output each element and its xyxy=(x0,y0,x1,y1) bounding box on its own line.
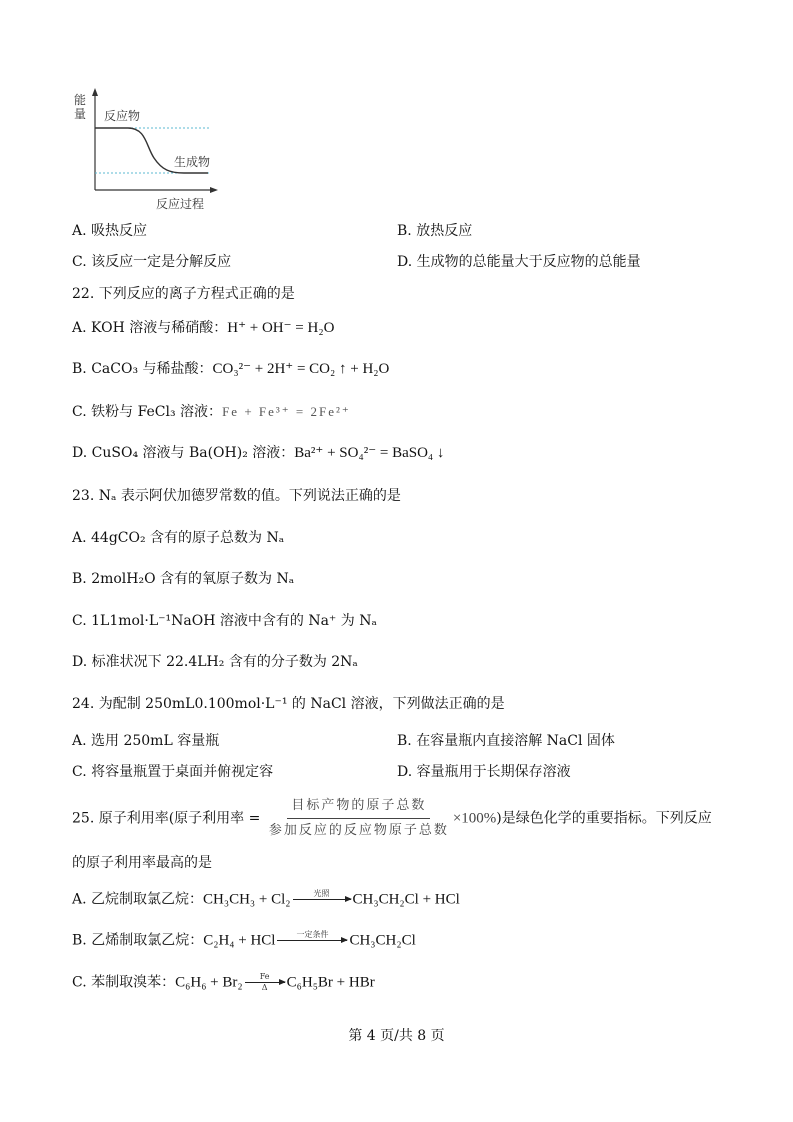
equation-rhs: C₆H₅Br + HBr xyxy=(286,974,375,991)
q24-option-a[interactable]: A. 选用 250mL 容量瓶 xyxy=(72,733,220,749)
equation-lhs: CH₃CH₃ + Cl₂ xyxy=(203,891,291,908)
equation: H⁺ + OH⁻ = H₂O xyxy=(227,320,335,336)
option-label: A. xyxy=(72,320,87,336)
option-label: D. xyxy=(72,445,88,461)
q23-option-a[interactable]: A. 44gCO₂ 含有的原子总数为 Nₐ xyxy=(72,530,285,546)
q24-stem: 24. 为配制 250mL0.100mol·L⁻¹ 的 NaCl 溶液，下列做法正确的是 xyxy=(72,696,505,712)
q21-option-c[interactable]: C. 该反应一定是分解反应 xyxy=(72,254,232,270)
equation-lhs: C₆H₆ + Br₂ xyxy=(175,974,243,991)
q23-stem: 23. Nₐ 表示阿伏加德罗常数的值。下列说法正确的是 xyxy=(72,488,401,504)
x-axis-arrow xyxy=(210,187,218,193)
equation-rhs: CH₃CH₂Cl + HCl xyxy=(352,891,460,908)
q23-option-c[interactable]: C. 1L1mol·L⁻¹NaOH 溶液中含有的 Na⁺ 为 Nₐ xyxy=(72,613,377,629)
reactant-label: 反应物 xyxy=(104,109,141,123)
energy-diagram xyxy=(66,86,226,216)
q25-option-b[interactable] xyxy=(72,930,416,951)
fraction-numerator: 目标产物的原子总数 xyxy=(287,796,430,819)
reaction-arrow xyxy=(277,930,347,951)
option-text: B. 乙烯制取氯乙烷： xyxy=(72,932,204,949)
stem-pre: 25. 原子利用率(原子利用率 = xyxy=(72,810,261,827)
arrow-condition-top: Fe xyxy=(259,972,270,981)
q23-option-d[interactable]: D. 标准状况下 22.4LH₂ 含有的分子数为 2Nₐ xyxy=(72,654,358,670)
q22-option-a[interactable] xyxy=(72,319,334,337)
q21-option-a[interactable]: A. 吸热反应 xyxy=(72,223,148,239)
option-label: B. xyxy=(72,361,87,377)
option-text: C. 苯制取溴苯： xyxy=(72,974,176,991)
q22-option-b[interactable] xyxy=(72,360,389,378)
y-axis-arrow xyxy=(92,88,98,96)
arrow-condition-bottom: Δ xyxy=(261,983,268,992)
fraction-denominator: 参加反应的反应物原子总数 xyxy=(268,823,449,838)
y-axis-label-2: 量 xyxy=(74,107,87,121)
q25-stem xyxy=(72,796,712,841)
equation: Fe + Fe³⁺ = 2Fe²⁺ xyxy=(222,404,351,419)
atom-utilization-fraction xyxy=(265,796,453,841)
option-text: 铁粉与 FeCl₃ 溶液： xyxy=(91,404,223,420)
equation: Ba²⁺ + SO₄²⁻ = BaSO₄ ↓ xyxy=(294,445,445,461)
option-text: CuSO₄ 溶液与 Ba(OH)₂ 溶液： xyxy=(91,445,295,461)
q23-option-b[interactable]: B. 2molH₂O 含有的氧原子数为 Nₐ xyxy=(72,571,295,587)
option-label: C. xyxy=(72,404,87,420)
arrow-condition: 一定条件 xyxy=(296,930,329,939)
arrow-condition: 光照 xyxy=(313,889,330,898)
equation-lhs: C₂H₄ + HCl xyxy=(203,932,276,949)
stem-post: )是绿色化学的重要指标。下列反应 xyxy=(496,810,712,827)
q22-option-d[interactable] xyxy=(72,444,444,462)
option-text: A. 乙烷制取氯乙烷： xyxy=(72,891,204,908)
q21-option-b[interactable]: B. 放热反应 xyxy=(397,223,473,239)
q22-option-c[interactable] xyxy=(72,403,351,421)
option-text: CaCO₃ 与稀盐酸： xyxy=(91,361,213,377)
y-axis-label-1: 能 xyxy=(74,93,87,107)
q21-option-d[interactable]: D. 生成物的总能量大于反应物的总能量 xyxy=(397,254,641,270)
x-axis-label: 反应过程 xyxy=(156,197,205,211)
reaction-arrow xyxy=(245,972,285,993)
q25-stem-line2: 的原子利用率最高的是 xyxy=(72,855,212,871)
equation: CO₃²⁻ + 2H⁺ = CO₂ ↑ + H₂O xyxy=(212,361,390,377)
q25-option-a[interactable] xyxy=(72,889,460,910)
q24-option-b[interactable]: B. 在容量瓶内直接溶解 NaCl 固体 xyxy=(397,733,615,749)
page-footer: 第 4 页/共 8 页 xyxy=(348,1028,445,1044)
equation-rhs: CH₃CH₂Cl xyxy=(349,932,416,949)
option-text: KOH 溶液与稀硝酸： xyxy=(91,320,228,336)
q24-option-c[interactable]: C. 将容量瓶置于桌面并俯视定容 xyxy=(72,764,274,780)
q22-stem: 22. 下列反应的离子方程式正确的是 xyxy=(72,286,295,302)
times-100-percent: ×100% xyxy=(452,810,497,827)
q24-option-d[interactable]: D. 容量瓶用于长期保存溶液 xyxy=(397,764,571,780)
reaction-arrow xyxy=(293,889,351,910)
product-label: 生成物 xyxy=(174,155,211,169)
q25-option-c[interactable] xyxy=(72,972,375,993)
